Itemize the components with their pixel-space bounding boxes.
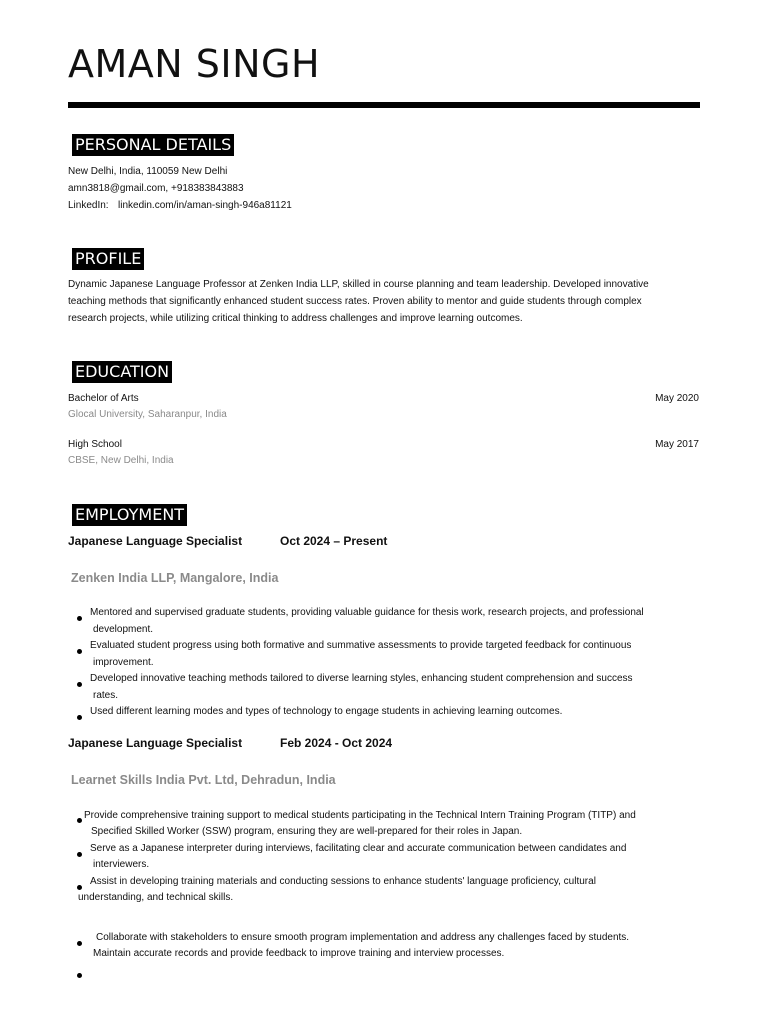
job-dates: Feb 2024 - Oct 2024: [280, 736, 393, 750]
education-school: Glocal University, Saharanpur, India: [68, 409, 227, 420]
section-heading-education: EDUCATION: [72, 361, 172, 383]
section-heading-employment: EMPLOYMENT: [72, 504, 187, 526]
job-title: Japanese Language Specialist: [68, 736, 243, 750]
job-title: Japanese Language Specialist: [68, 534, 243, 548]
job-bullet-line: Specified Skilled Worker (SSW) program, ensuring they are well-prepared for their roles in Japan.: [91, 826, 523, 837]
job-bullet-line: Maintain accurate records and provide feedback to improve training and interview processes.: [93, 948, 505, 959]
section-heading-personal: PERSONAL DETAILS: [72, 134, 234, 156]
education-degree: High School: [68, 439, 122, 450]
bullet-icon: [77, 682, 82, 687]
job-company: Learnet Skills India Pvt. Ltd, Dehradun, India: [71, 773, 336, 787]
job-bullet-line: Evaluated student progress using both formative and summative assessments to provide targeted feedback for continuous: [90, 640, 632, 651]
address: New Delhi, India, 110059 New Delhi: [68, 166, 228, 177]
bullet-icon: [77, 941, 82, 946]
job-bullet-line: improvement.: [93, 657, 154, 668]
linkedin-link[interactable]: linkedin.com/in/aman-singh-946a81121: [118, 200, 292, 211]
job-bullet-line: Used different learning modes and types of technology to engage students in achieving learning outcomes.: [90, 706, 563, 717]
job-bullet-line: Mentored and supervised graduate students, providing valuable guidance for thesis work, research projects, and professional: [90, 607, 644, 618]
education-degree: Bachelor of Arts: [68, 393, 139, 404]
job-bullet-line: Assist in developing training materials and conducting sessions to enhance students' language proficiency, cultural: [90, 876, 596, 887]
education-date: May 2020: [655, 393, 699, 404]
bullet-icon: [77, 715, 82, 720]
bullet-icon: [77, 616, 82, 621]
section-heading-profile: PROFILE: [72, 248, 144, 270]
job-bullet-line: Serve as a Japanese interpreter during interviews, facilitating clear and accurate communication between candidates and: [90, 843, 627, 854]
job-bullet-line: Provide comprehensive training support to medical students participating in the Technical Intern Training Program (TITP) and: [84, 810, 636, 821]
header-rule: [68, 102, 700, 108]
job-company: Zenken India LLP, Mangalore, India: [71, 571, 279, 585]
job-bullet-line: understanding, and technical skills.: [78, 892, 234, 903]
job-bullet-line: Collaborate with stakeholders to ensure smooth program implementation and address any challenges faced by students.: [96, 932, 630, 943]
education-date: May 2017: [655, 439, 699, 450]
bullet-icon: [77, 649, 82, 654]
profile-line-3: research projects, while utilizing critical thinking to address challenges and improve learning outcomes.: [68, 313, 523, 324]
bullet-icon: [77, 852, 82, 857]
profile-line-2: teaching methods that significantly enhanced student success rates. Proven ability to mentor and guide students through complex: [68, 296, 642, 307]
job-bullet-line: rates.: [93, 690, 119, 701]
profile-line-1: Dynamic Japanese Language Professor at Zenken India LLP, skilled in course planning and team leadership. Developed innovative: [68, 279, 649, 290]
job-bullet-line: Developed innovative teaching methods tailored to diverse learning styles, enhancing student comprehension and success: [90, 673, 633, 684]
job-dates: Oct 2024 – Present: [280, 534, 388, 548]
education-school: CBSE, New Delhi, India: [68, 455, 174, 466]
candidate-name: AMAN SINGH: [68, 42, 321, 86]
linkedin-label: LinkedIn:: [68, 200, 109, 211]
bullet-icon: [77, 973, 82, 978]
bullet-icon: [77, 818, 82, 823]
job-bullet-line: interviewers.: [93, 859, 150, 870]
job-bullet-line: development.: [93, 624, 154, 635]
contact-info: amn3818@gmail.com, +918383843883: [68, 183, 244, 194]
